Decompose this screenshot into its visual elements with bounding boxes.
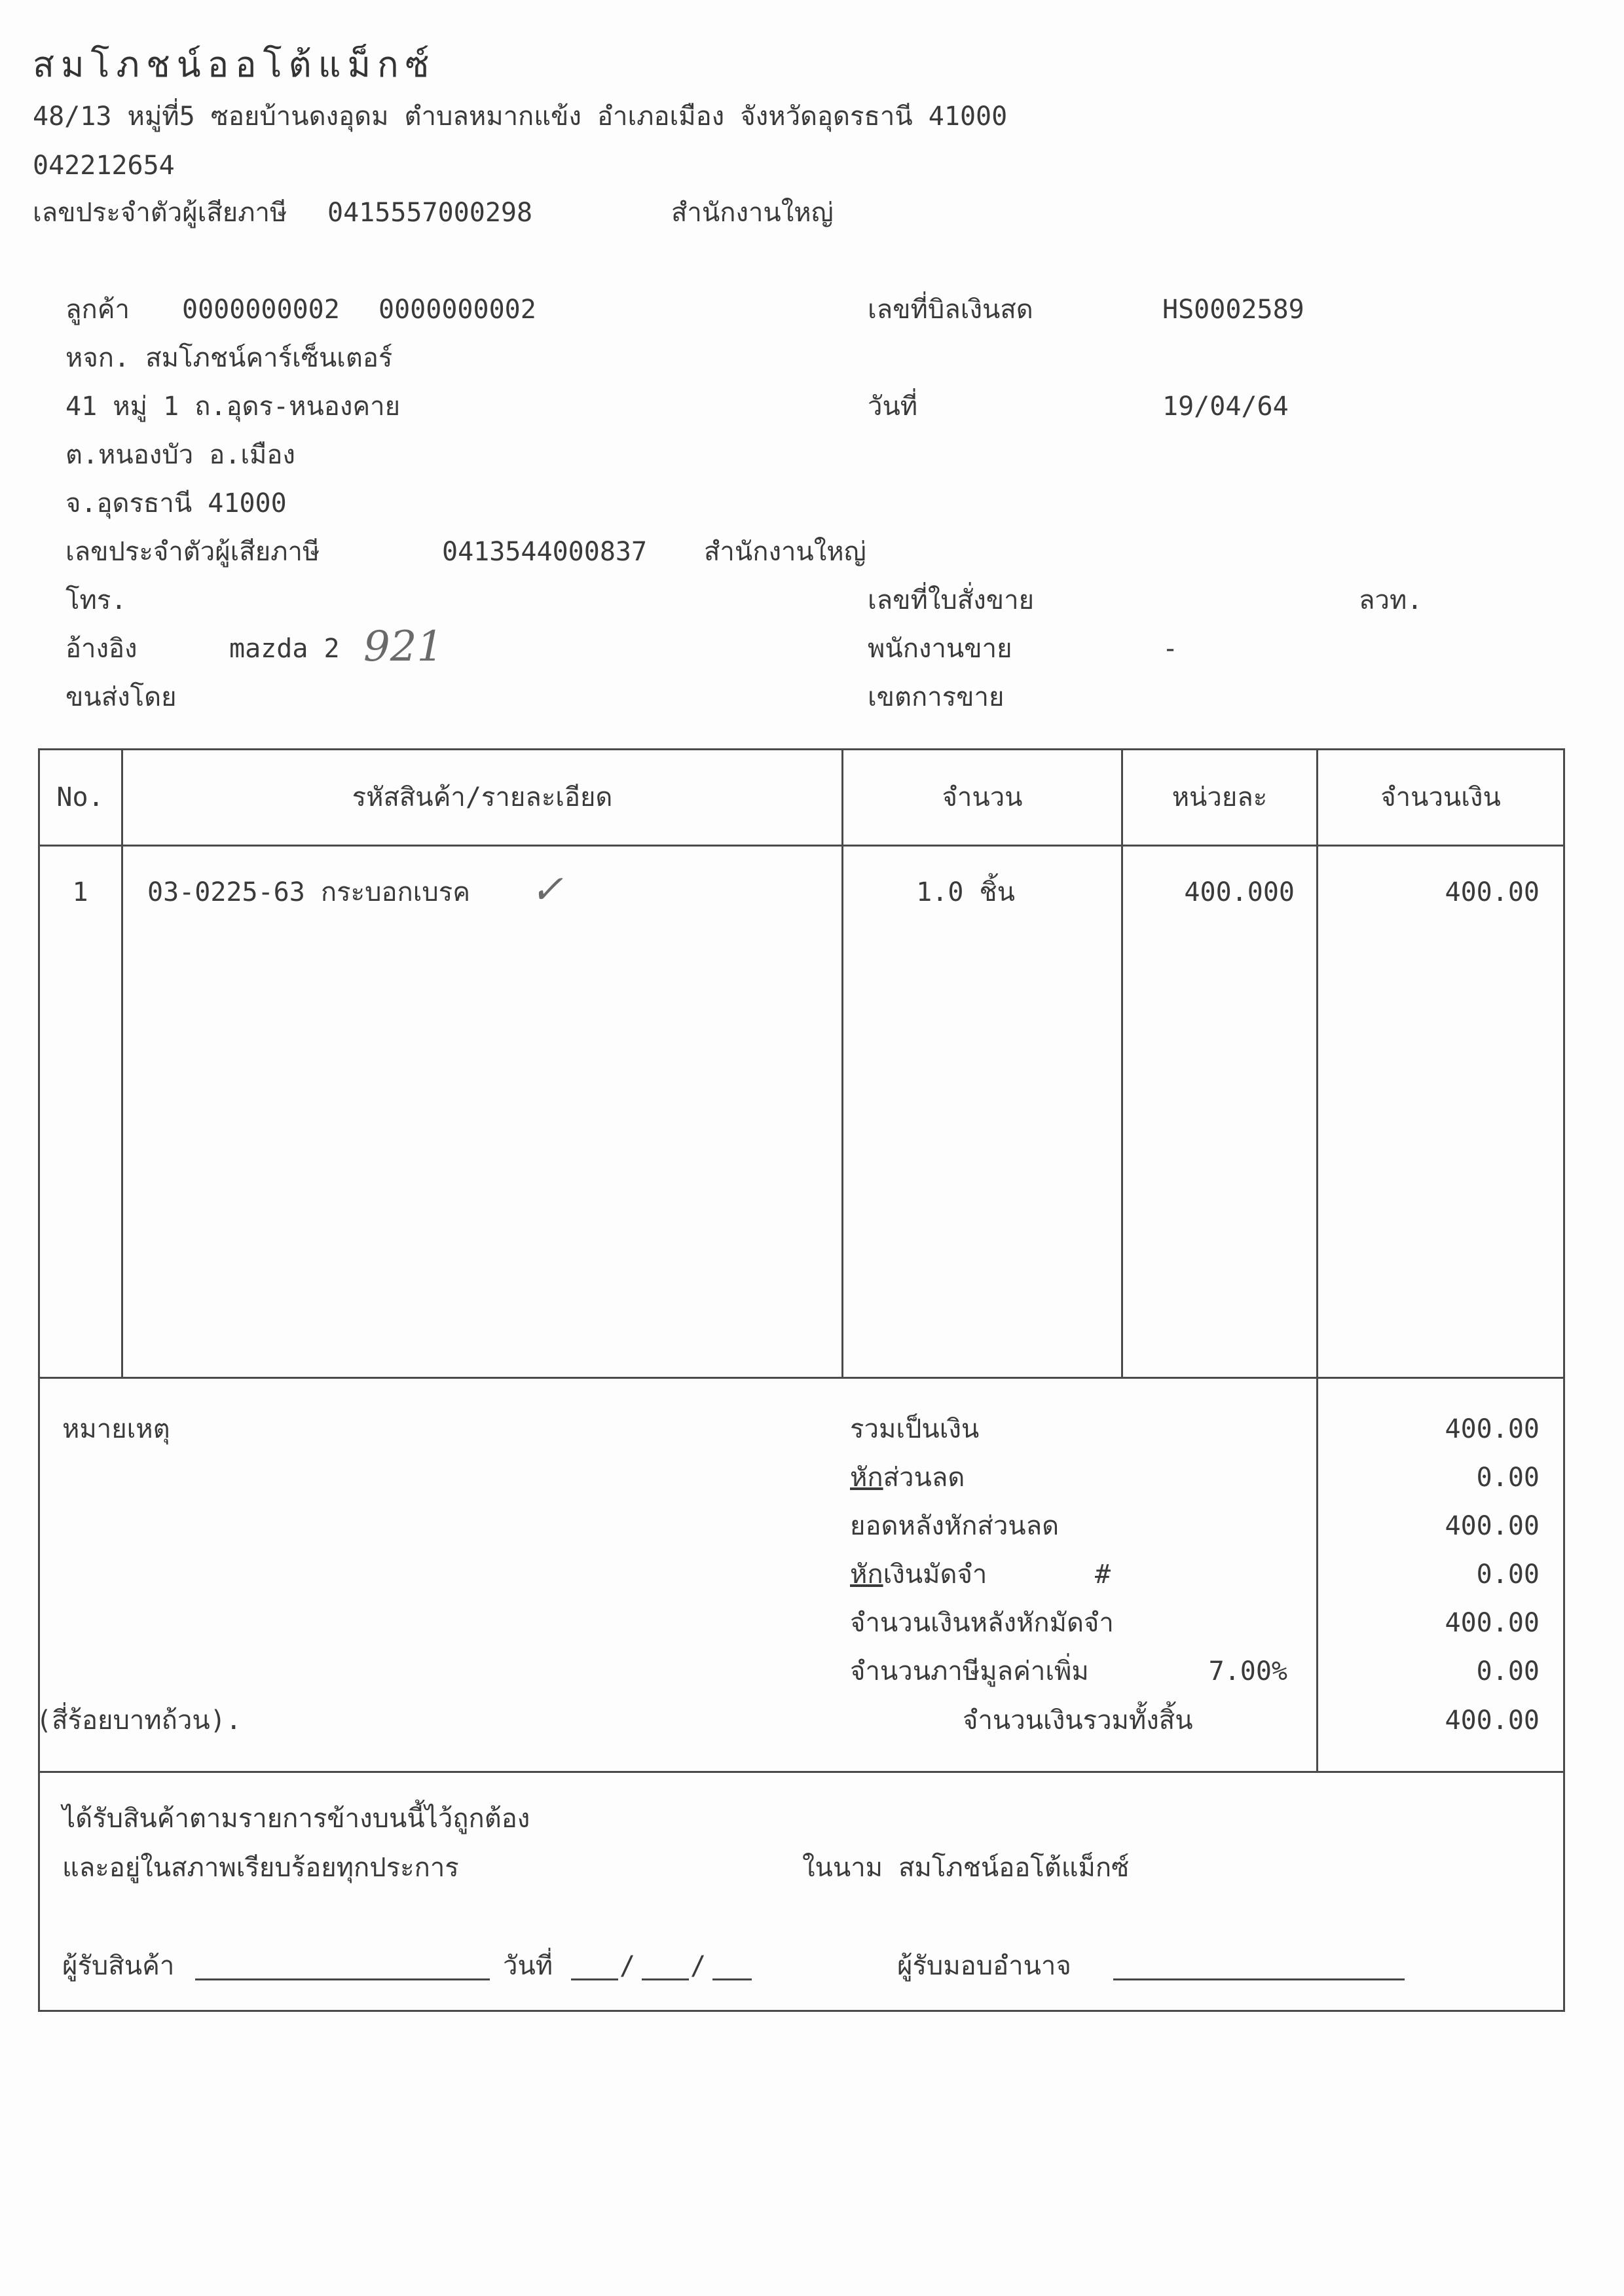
company-name: สมโภชน์ออโต้แม็กซ์	[33, 44, 436, 85]
vat-rate: 7.00%	[1208, 1656, 1287, 1686]
company-tax-id: 0415557000298	[327, 198, 533, 228]
header-amount: จำนวนเงิน	[1380, 782, 1501, 812]
table-header-border	[38, 845, 1565, 847]
header-quantity: จำนวน	[942, 782, 1023, 812]
handwritten-reference: 921	[363, 623, 444, 671]
table-body-border	[38, 1377, 1565, 1379]
row-description: 03-0225-63 กระบอกเบรค	[147, 877, 471, 907]
deposit-mark: #	[1095, 1559, 1111, 1590]
after-deposit-label: จำนวนเงินหลังหักมัดจำ	[850, 1608, 1114, 1638]
row-no: 1	[72, 877, 88, 907]
table-left-border	[38, 748, 40, 2012]
check-mark-icon: ✓	[530, 867, 564, 913]
reference-value: mazda 2	[229, 634, 340, 664]
receipt-confirmation-line-1: ได้รับสินค้าตามรายการข้างบนนี้ไว้ถูกต้อง	[62, 1804, 530, 1834]
grand-total-label: จำนวนเงินรวมทั้งสิ้น	[963, 1705, 1193, 1736]
col-divider-no	[121, 748, 123, 1377]
company-tax-label: เลขประจำตัวผู้เสียภาษี	[33, 198, 287, 228]
row-quantity: 1.0 ชิ้น	[916, 877, 1015, 907]
authorized-label: ผู้รับมอบอำนาจ	[897, 1951, 1071, 1981]
amount-in-words: (สี่ร้อยบาทถ้วน).	[36, 1705, 242, 1736]
bill-number: HS0002589	[1162, 295, 1304, 325]
table-right-border	[1563, 748, 1565, 2012]
col-divider-qty	[1121, 748, 1123, 1377]
discount-label	[850, 1463, 965, 1493]
grand-total-value: 400.00	[1445, 1705, 1540, 1736]
customer-phone-label: โทร.	[65, 585, 127, 615]
customer-tax-label: เลขประจำตัวผู้เสียภาษี	[65, 537, 320, 567]
customer-name: หจก. สมโภชน์คาร์เซ็นเตอร์	[65, 343, 393, 373]
salesperson-label: พนักงานขาย	[868, 634, 1012, 664]
authorized-signature-line	[1113, 1978, 1405, 1980]
sales-order-label: เลขที่ใบสั่งขาย	[868, 585, 1035, 615]
header-no: No.	[56, 782, 104, 812]
after-deposit-value: 400.00	[1445, 1608, 1540, 1638]
company-branch: สำนักงานใหญ่	[671, 198, 834, 228]
receipt-confirmation-line-2: และอยู่ในสภาพเรียบร้อยทุกประการ	[62, 1853, 459, 1883]
customer-code-2: 0000000002	[378, 295, 536, 325]
deposit-text: เงินมัดจำ	[883, 1559, 987, 1590]
deposit-value: 0.00	[1476, 1559, 1540, 1590]
deposit-prefix: หัก	[850, 1559, 883, 1590]
salesperson-value: -	[1162, 634, 1179, 664]
reference-label: อ้างอิง	[65, 634, 138, 664]
vat-value: 0.00	[1476, 1656, 1540, 1686]
bill-date-label: วันที่	[868, 392, 918, 422]
customer-address-1: 41 หมู่ 1 ถ.อุดร-หนองคาย	[65, 392, 401, 422]
col-divider-desc	[841, 748, 843, 1377]
receive-date-label: วันที่	[503, 1951, 553, 1981]
customer-code-1: 0000000002	[182, 295, 340, 325]
customer-address-3: จ.อุดรธานี 41000	[65, 488, 287, 519]
company-phone: 042212654	[33, 151, 175, 181]
discount-value: 0.00	[1476, 1463, 1540, 1493]
sales-order-value: ลวท.	[1359, 585, 1423, 615]
header-description: รหัสสินค้า/รายละเอียด	[352, 782, 613, 812]
remark-label: หมายเหตุ	[62, 1414, 170, 1444]
after-discount-label: ยอดหลังหักส่วนลด	[850, 1511, 1060, 1541]
row-unit-price: 400.000	[1184, 877, 1295, 907]
subtotal-value: 400.00	[1445, 1414, 1540, 1444]
on-behalf-of: ในนาม สมโภชน์ออโต้แม็กซ์	[802, 1853, 1130, 1883]
bill-number-label: เลขที่บิลเงินสด	[868, 295, 1033, 325]
customer-branch: สำนักงานใหญ่	[704, 537, 866, 567]
shipping-label: ขนส่งโดย	[65, 682, 177, 712]
header-unit-price: หน่วยละ	[1172, 782, 1268, 812]
receiver-signature-line	[195, 1978, 490, 1980]
subtotal-label: รวมเป็นเงิน	[850, 1414, 980, 1444]
row-amount: 400.00	[1445, 877, 1540, 907]
company-address: 48/13 หมู่ที่5 ซอยบ้านดงอุดม ตำบลหมากแข้ง อำเภอเมือง จังหวัดอุดรธานี 41000	[33, 101, 1008, 132]
receiver-label: ผู้รับสินค้า	[62, 1951, 175, 1981]
sales-area-label: เขตการขาย	[868, 682, 1005, 712]
footer-bottom-border	[38, 2010, 1565, 2012]
customer-tax-id: 0413544000837	[442, 537, 648, 567]
totals-bottom-border	[38, 1771, 1565, 1773]
table-top-border	[38, 748, 1565, 750]
after-discount-value: 400.00	[1445, 1511, 1540, 1541]
vat-label: จำนวนภาษีมูลค่าเพิ่ม	[850, 1656, 1089, 1686]
discount-text: ส่วนลด	[883, 1463, 965, 1493]
customer-label: ลูกค้า	[65, 295, 130, 325]
customer-address-2: ต.หนองบัว อ.เมือง	[65, 440, 295, 470]
deposit-label	[850, 1559, 987, 1590]
bill-date: 19/04/64	[1162, 392, 1289, 422]
discount-prefix: หัก	[850, 1463, 883, 1493]
